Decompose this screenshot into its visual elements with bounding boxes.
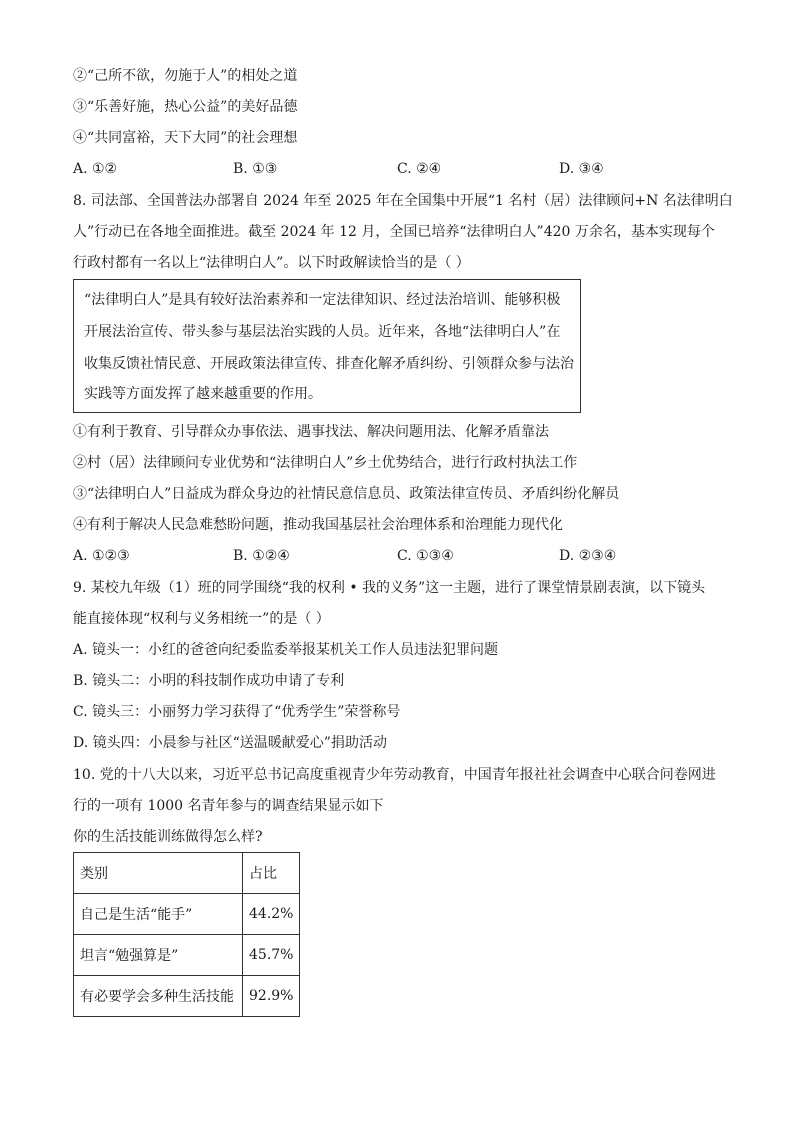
q8-option-c: C. ①③④ — [397, 548, 454, 564]
q7-item-3: ③“乐善好施，热心公益”的美好品德 — [73, 99, 298, 115]
q7-item-2: ②“己所不欲，勿施于人”的相处之道 — [73, 68, 298, 84]
table-cell-percent: 92.9% — [243, 976, 300, 1017]
table-header-percent: 占比 — [243, 853, 300, 894]
q9-option-a: A. 镜头一：小红的爸爸向纪委监委举报某机关工作人员违法犯罪问题 — [73, 642, 499, 658]
q7-option-a: A. ①② — [73, 161, 118, 177]
q8-option-d: D. ②③④ — [559, 548, 617, 564]
q8-item-2: ②村（居）法律顾问专业优势和“法律明白人”乡土优势结合，进行行政村执法工作 — [73, 455, 578, 471]
table-row — [74, 976, 300, 1017]
q9-option-d: D. 镜头四：小晨参与社区“送温暖献爱心”捐助活动 — [73, 735, 387, 751]
q8-item-3: ③“法律明白人”日益成为群众身边的社情民意信息员、政策法律宣传员、矛盾纠纷化解员 — [73, 486, 620, 502]
q8-item-4: ④有利于解决人民急难愁盼问题，推动我国基层社会治理体系和治理能力现代化 — [73, 517, 563, 533]
q8-stem-line-2: 人”行动已在各地全面推进。截至 2024 年 12 月，全国已培养“法律明白人”420 万余名，基本实现每个 — [73, 224, 715, 240]
q10-stem-line-1: 10. 党的十八大以来，习近平总书记高度重视青少年劳动教育，中国青年报社社会调查中心联合问卷网进 — [73, 767, 716, 783]
q7-option-c: C. ②④ — [397, 161, 442, 177]
q7-item-4: ④“共同富裕，天下大同”的社会理想 — [73, 130, 298, 146]
q8-material-line-4: 实践等方面发挥了越来越重要的作用。 — [84, 386, 322, 402]
table-cell-percent: 44.2% — [243, 894, 300, 935]
table-row — [74, 935, 300, 976]
table-header-category: 类别 — [74, 853, 243, 894]
q8-option-b: B. ①②④ — [233, 548, 290, 564]
table-cell-category: 坦言“勉强算是” — [74, 935, 243, 976]
q10-table-caption: 你的生活技能训练做得怎么样? — [73, 829, 263, 845]
q8-stem-line-1: 8. 司法部、全国普法办部署自 2024 年至 2025 年在全国集中开展“1 名村（居）法律顾问+N 名法律明白 — [73, 193, 733, 209]
q10-stem-line-2: 行的一项有 1000 名青年参与的调查结果显示如下 — [73, 798, 384, 814]
table-cell-category: 有必要学会多种生活技能 — [74, 976, 243, 1017]
q9-option-c: C. 镜头三：小丽努力学习获得了“优秀学生”荣誉称号 — [73, 704, 401, 720]
q8-material-line-3: 收集反馈社情民意、开展政策法律宣传、排查化解矛盾纠纷、引领群众参与法治 — [84, 356, 574, 372]
q8-material-box — [73, 279, 581, 413]
q8-material-line-1: “法律明白人”是具有较好法治素养和一定法律知识、经过法治培训、能够积极 — [84, 292, 561, 308]
q7-options — [73, 159, 713, 179]
table-cell-percent: 45.7% — [243, 935, 300, 976]
table-cell-category: 自己是生活“能手” — [74, 894, 243, 935]
q7-option-b: B. ①③ — [233, 161, 278, 177]
table-header-row — [74, 853, 300, 894]
q8-options — [73, 546, 713, 566]
q9-stem-line-2: 能直接体现“权利与义务相统一”的是（ ） — [73, 611, 330, 627]
q8-option-a: A. ①②③ — [73, 548, 130, 564]
q8-stem-line-3: 行政村都有一名以上“法律明白人”。以下时政解读恰当的是（ ） — [73, 255, 470, 271]
q7-option-d: D. ③④ — [559, 161, 604, 177]
q9-option-b: B. 镜头二：小明的科技制作成功申请了专利 — [73, 673, 345, 689]
q10-survey-table — [73, 852, 300, 1017]
q9-stem-line-1: 9. 某校九年级（1）班的同学围绕“我的权利 • 我的义务”这一主题，进行了课堂情景剧表演，以下镜头 — [73, 580, 706, 596]
q8-material-line-2: 开展法治宣传、带头参与基层法治实践的人员。近年来，各地“法律明白人”在 — [84, 324, 561, 340]
table-row — [74, 894, 300, 935]
q8-item-1: ①有利于教育、引导群众办事依法、遇事找法、解决问题用法、化解矛盾靠法 — [73, 424, 549, 440]
